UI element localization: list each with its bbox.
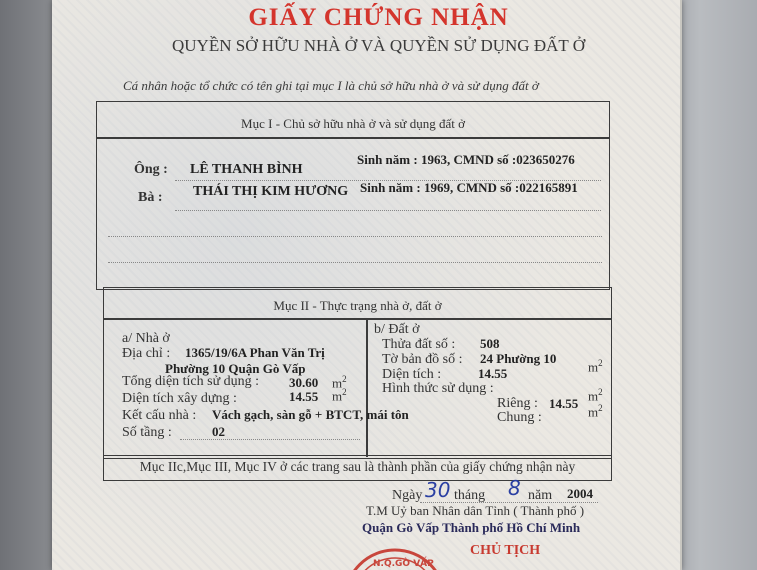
- background-left: [0, 0, 60, 570]
- official-stamp: [345, 540, 445, 570]
- section2-column-divider: [366, 318, 368, 457]
- owner1-prefix: Ông :: [134, 162, 168, 177]
- land-area-label: Diện tích :: [382, 367, 442, 382]
- owner1-info: Sinh năm : 1963, CMND số :023650276: [357, 152, 575, 167]
- date-year: 2004: [567, 486, 593, 501]
- date-month-label: tháng: [454, 488, 486, 503]
- owner2-name: THÁI THỊ KIM HƯƠNG: [193, 184, 349, 199]
- land-usage-label: Hình thức sử dụng :: [382, 381, 494, 396]
- date-prefix: Ngày: [392, 488, 423, 503]
- land-private-label: Riêng :: [497, 396, 538, 411]
- org-line: T.M Uỷ ban Nhân dân Tỉnh ( Thành phố ): [366, 503, 585, 518]
- section2-divider: [103, 318, 612, 320]
- certificate-title: GIẤY CHỨNG NHẬN: [248, 4, 509, 31]
- owner2-prefix: Bà :: [138, 190, 163, 205]
- house-heading: a/ Nhà ở: [122, 331, 170, 346]
- house-total-area-value: 30.60: [289, 375, 319, 390]
- house-structure-value: Vách gạch, sàn gỗ + BTCT, mái tôn: [212, 407, 409, 422]
- house-floors-label: Số tầng :: [122, 425, 172, 440]
- land-plot-label: Thửa đất số :: [382, 337, 456, 352]
- date-year-label: năm: [528, 488, 553, 503]
- land-private-value: 14.55: [549, 396, 579, 411]
- land-heading: b/ Đất ở: [374, 322, 420, 337]
- land-map-label: Tờ bản đồ số :: [382, 352, 463, 367]
- intro-text: Cá nhân hoặc tổ chức có tên ghi tại mục I là chủ sở hữu nhà ở và sử dụng đất ở: [123, 78, 539, 93]
- footer-note: Mục IIc,Mục III, Mục IV ở các trang sau là thành phần của giấy chứng nhận này: [139, 459, 576, 474]
- authority-line: Quận Gò Vấp Thành phố Hồ Chí Minh: [362, 520, 581, 535]
- floors-dots: [180, 439, 360, 440]
- section1-title: Mục I - Chủ sở hữu nhà ở và sử dụng đất ở: [241, 116, 465, 131]
- land-plot-value: 508: [480, 336, 500, 351]
- paper-edge: [680, 0, 682, 570]
- date-month: 8: [508, 476, 521, 500]
- land-area-unit: $m^2$: [588, 358, 603, 375]
- land-area-value: 14.55: [478, 366, 508, 381]
- blank-dots-2: [108, 262, 602, 263]
- house-address-line2: Phường 10 Quận Gò Vấp: [165, 361, 306, 376]
- house-build-area-value: 14.55: [289, 389, 319, 404]
- date-day: 30: [425, 478, 451, 502]
- owner2-dots: [175, 210, 601, 211]
- certificate-subtitle: QUYỀN SỞ HỮU NHÀ Ở VÀ QUYỀN SỬ DỤNG ĐẤT Ở: [172, 36, 585, 55]
- land-private-unit: $m^2$: [588, 387, 603, 404]
- house-structure-label: Kết cấu nhà :: [122, 408, 197, 423]
- house-address-line1: 1365/19/6A Phan Văn Trị: [185, 345, 325, 360]
- owner1-name: LÊ THANH BÌNH: [190, 162, 303, 177]
- chair-title: CHỦ TỊCH: [470, 543, 541, 558]
- stamp-text: N.Q.GÒ VẤP: [373, 559, 434, 569]
- section2-title: Mục II - Thực trạng nhà ở, đất ở: [273, 298, 442, 313]
- house-build-area-label: Diện tích xây dựng :: [122, 391, 237, 406]
- land-shared-label: Chung :: [497, 410, 542, 425]
- land-map-value: 24 Phường 10: [480, 351, 557, 366]
- land-shared-unit: $m^2$: [588, 403, 603, 420]
- house-total-area-unit: $m^2$: [332, 374, 347, 391]
- house-total-area-label: Tổng diện tích sử dụng :: [122, 374, 260, 389]
- owner2-info: Sinh năm : 1969, CMND số :022165891: [360, 180, 578, 195]
- house-address-label: Địa chỉ :: [122, 346, 171, 361]
- blank-dots-1: [108, 236, 602, 237]
- section1-divider: [96, 137, 610, 139]
- house-build-area-unit: $m^2$: [332, 387, 347, 404]
- house-floors-value: 02: [212, 424, 225, 439]
